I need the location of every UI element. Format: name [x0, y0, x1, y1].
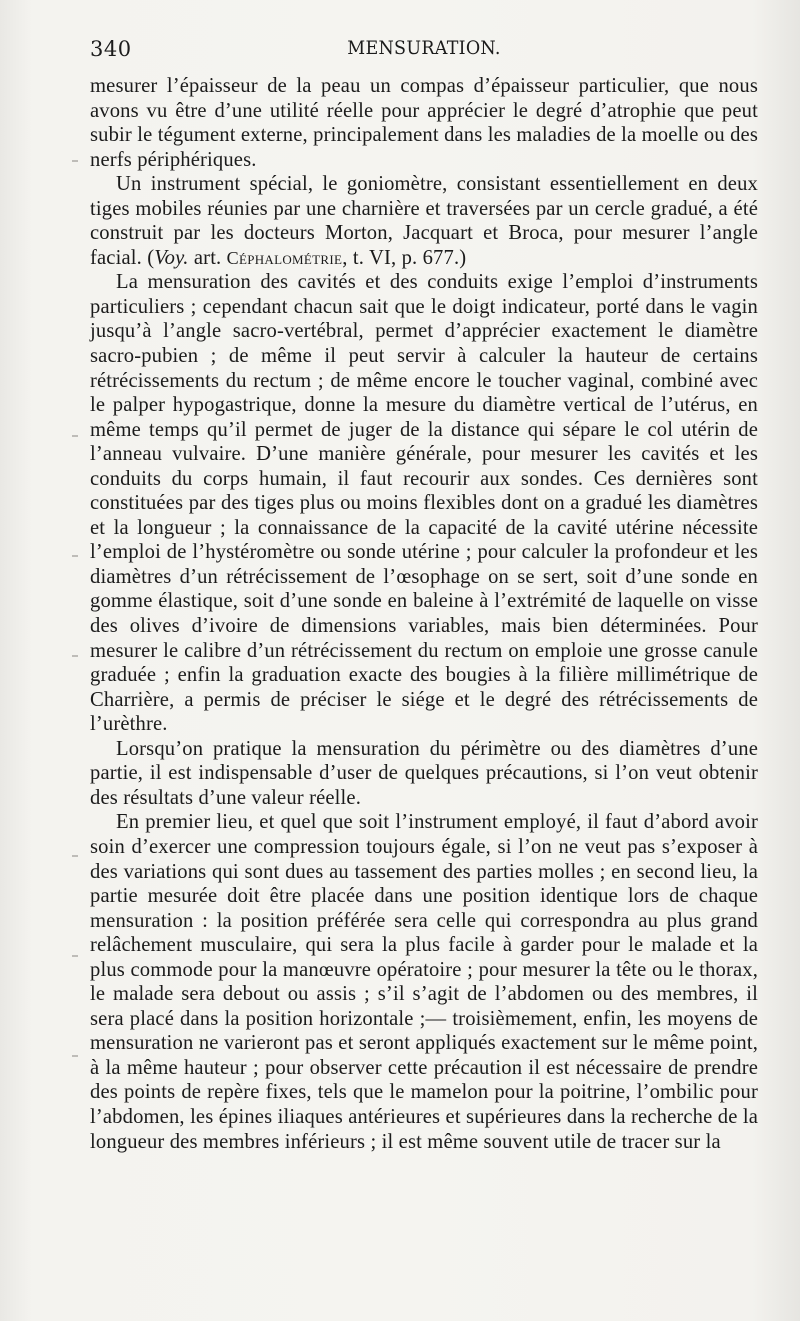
paragraph-text: , t. VI, p. 677.)	[342, 246, 467, 269]
italic-reference: Voy.	[154, 246, 189, 269]
paragraph-text: art.	[188, 246, 227, 269]
running-title: MENSURATION.	[347, 37, 501, 59]
paragraph-cavites: La mensuration des cavités et des conduits exige l’emploi d’instruments particuliers ; cependant chacun sait que le doigt indicateur, porté dans le vagin jusqu’à l’angle sacro-vertébral, permet d’apprécier exactement le diamètre sacro-pubien ; de même il peut servir à calculer la hauteur de certains rétrécissements du rectum ; de même encore le toucher vaginal, combiné avec le palper hypogastrique, donne la mesure du diamètre vertical de l’utérus, en même temps qu’il permet de juger de la distance qui sépare le col utérin de l’anneau vulvaire. D’une manière générale, pour mesurer les cavités et les conduits du corps humain, il faut recourir aux sondes. Ces dernières sont constituées par des tiges plus ou moins flexibles dont on a gradué les diamètres et la longueur ; la connaissance de la capacité de la cavité utérine nécessite l’emploi de l’hystéromètre ou sonde utérine ; pour calculer la profondeur et les diamètres d’un rétrécissement de l’œsophage on se sert, soit d’une sonde en gomme élastique, soit d’une sonde en baleine à l’extrémité de laquelle on visse des olives d’ivoire de dimensions variables, mais bien déterminées. Pour mesurer le calibre d’un rétrécissement du rectum on emploie une grosse canule graduée ; enfin la graduation exacte des bougies à la filière millimétrique de Charrière, a permis de préciser le siége et le degré des rétrécissements de l’urèthre.	[90, 271, 758, 736]
paragraph-precautions-intro: Lorsqu’on pratique la mensuration du périmètre ou des diamètres d’une partie, il est indispensable d’user de quelques précautions, si l’on veut obtenir des résultats d’une valeur réelle.	[90, 737, 758, 809]
body-text	[90, 74, 758, 1154]
margin-mark	[72, 955, 78, 957]
margin-mark	[72, 655, 78, 657]
page-header	[90, 37, 758, 67]
margin-mark	[72, 1055, 78, 1057]
cross-reference-link: Céphalométrie	[226, 247, 343, 268]
margin-mark	[72, 160, 78, 162]
margin-mark	[72, 855, 78, 857]
margin-ink-marks	[72, 120, 86, 1270]
paragraph-goniometre	[90, 172, 758, 270]
paragraph-continuation: mesurer l’épaisseur de la peau un compas d’épaisseur particulier, que nous avons vu être d’une utilité réelle pour apprécier le degré d’atrophie que peut subir le tégument externe, principalement dans les maladies de la moelle ou des nerfs périphériques.	[90, 75, 758, 171]
margin-mark	[72, 555, 78, 557]
paragraph-precautions: En premier lieu, et quel que soit l’instrument employé, il faut d’abord avoir soin d’exercer une compression toujours égale, si l’on ne veut pas s’exposer à des variations qui sont dues au tassement des parties molles ; en second lieu, la partie mesurée doit être placée dans une position identique lors de chaque mensuration : la position préférée sera celle qui correspondra au plus grand relâchement musculaire, qui sera la plus facile à garder pour le malade et la plus commode pour la manœuvre opératoire ; pour mesurer la tête ou le thorax, le malade sera debout ou assis ; s’il s’agit de l’abdomen ou des membres, il sera placé dans la position horizontale ;— troisièmement, enfin, les moyens de mensuration ne varieront pas et seront appliqués exactement sur le même point, à la même hauteur ; pour observer cette précaution il est nécessaire de prendre des points de repère fixes, tels que le mamelon pour la poitrine, l’ombilic pour l’abdomen, les épines iliaques antérieures et supérieures dans la recherche de la longueur des membres inférieurs ; il est même souvent utile de tracer sur la	[90, 811, 758, 1153]
page-number: 340	[90, 37, 132, 61]
paragraph-text: Un instrument spécial, le goniomètre, consistant essentiellement en deux tiges mobiles réunies par une charnière et traversées par un cercle gradué, a été construit par les docteurs Morton, Jacquart et Broca, pour mesurer l’angle facial. (	[90, 173, 758, 269]
margin-mark	[72, 435, 78, 437]
